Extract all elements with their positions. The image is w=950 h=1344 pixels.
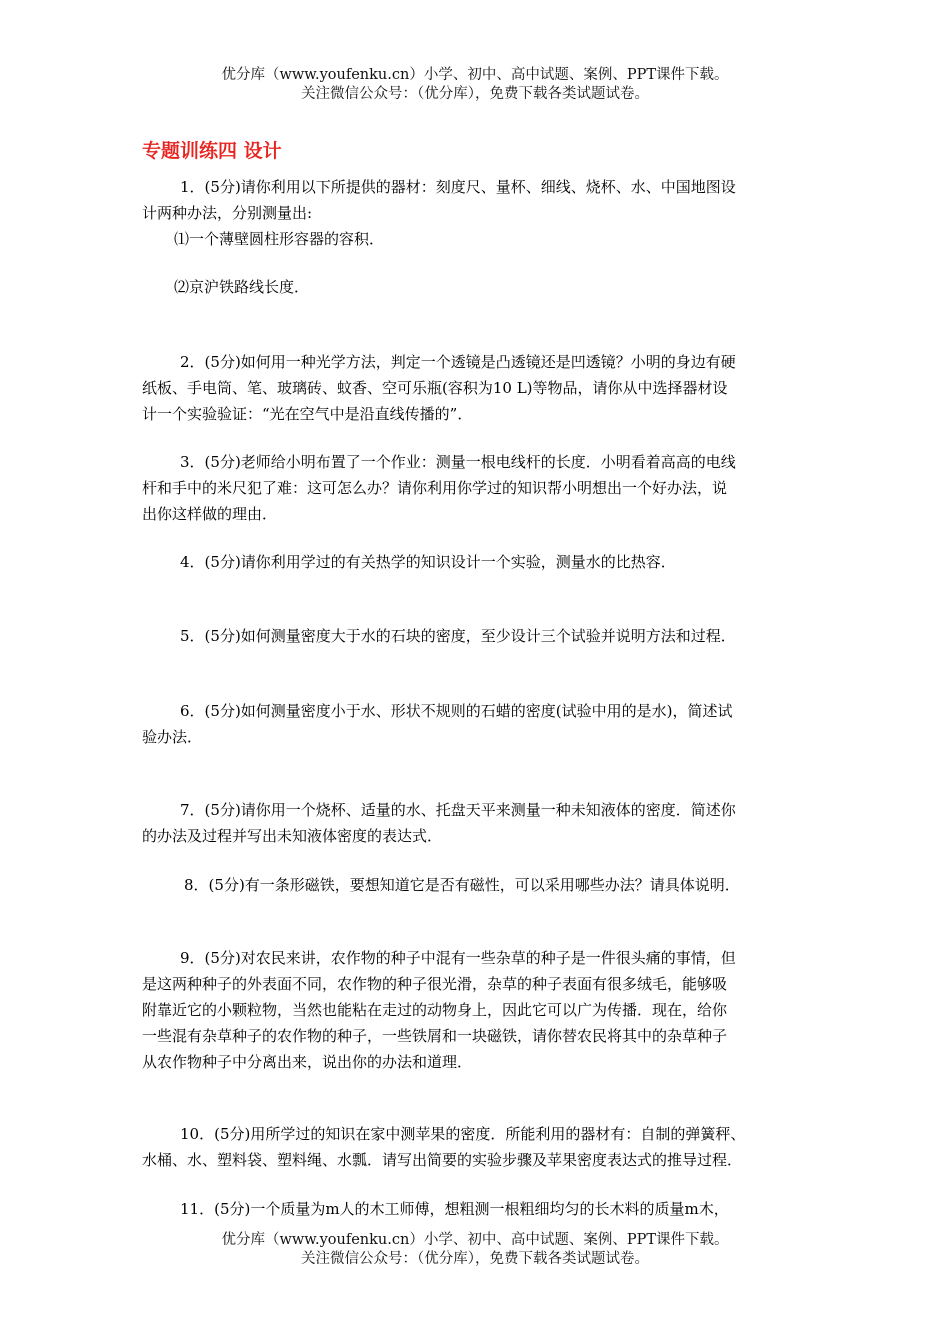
- question-2-line-3: 计一个实验验证：“光在空气中是沿直线传播的”．: [142, 405, 473, 423]
- section-title: 专题训练四 设计: [142, 140, 282, 162]
- question-7-line-1: 7．(5分)请你用一个烧杯、适量的水、托盘天平来测量一种未知液体的密度．简述你: [180, 801, 736, 819]
- question-7-line-2: 的办法及过程并写出未知液体密度的表达式．: [142, 827, 443, 845]
- question-4: [142, 549, 810, 575]
- question-3-line-3: 出你这样做的理由．: [142, 505, 278, 523]
- question-6-line-2: 验办法．: [142, 728, 203, 746]
- question-2-line-1: 2．(5分)如何用一种光学方法，判定一个透镜是凸透镜还是凹透镜？小明的身边有硬: [180, 353, 736, 371]
- question-2: [142, 349, 810, 427]
- question-1-line-1: 1．(5分)请你利用以下所提供的器材：刻度尺、量杯、细线、烧杯、水、中国地图设: [180, 178, 736, 196]
- header-line-2: 关注微信公众号：（优分库），免费下载各类试题试卷。: [301, 86, 649, 102]
- question-5: [142, 623, 810, 649]
- question-9-line-5: 从农作物种子中分离出来，说出你的办法和道理．: [142, 1053, 473, 1071]
- question-8: [142, 872, 810, 898]
- question-5-line-1: 5．(5分)如何测量密度大于水的石块的密度，至少设计三个试验并说明方法和过程．: [180, 627, 736, 645]
- question-10-line-2: 水桶、水、塑料袋、塑料绳、水瓢．请写出简要的实验步骤及苹果密度表达式的推导过程．: [142, 1151, 743, 1169]
- question-9-line-3: 附靠近它的小颗粒物，当然也能粘在走过的动物身上，因此它可以广为传播．现在，给你: [142, 1001, 728, 1019]
- footer-line-1: 优分库（www.youfenku.cn）小学、初中、高中试题、案例、PPT课件下载。: [221, 1232, 729, 1248]
- header-line-1: 优分库（www.youfenku.cn）小学、初中、高中试题、案例、PPT课件下载。: [221, 67, 729, 83]
- question-9: [142, 945, 810, 1075]
- question-1-sub-1: ⑴一个薄壁圆柱形容器的容积．: [174, 230, 385, 248]
- question-10-line-1: 10．(5分)用所学过的知识在家中测苹果的密度．所能利用的器材有：自制的弹簧秤、: [180, 1125, 746, 1143]
- question-9-line-4: 一些混有杂草种子的农作物的种子，一些铁屑和一块磁铁，请你替农民将其中的杂草种子: [142, 1027, 728, 1045]
- question-4-line-1: 4．(5分)请你利用学过的有关热学的知识设计一个实验，测量水的比热容．: [180, 553, 676, 571]
- footer-line-2: 关注微信公众号：（优分库），免费下载各类试题试卷。: [301, 1251, 649, 1267]
- question-3-line-2: 杆和手中的米尺犯了难：这可怎么办？请你利用你学过的知识帮小明想出一个好办法，说: [142, 479, 728, 497]
- question-3-line-1: 3．(5分)老师给小明布置了一个作业：测量一根电线杆的长度．小明看着高高的电线: [180, 453, 736, 471]
- question-10: [142, 1121, 810, 1173]
- question-7: [142, 797, 810, 849]
- question-8-line-1: 8．(5分)有一条形磁铁，要想知道它是否有磁性，可以采用哪些办法？请具体说明．: [184, 876, 740, 894]
- question-3: [142, 449, 810, 527]
- question-1-sub-2-block: [142, 274, 810, 300]
- question-6: [142, 698, 810, 750]
- question-11-line-1: 11．(5分)一个质量为m人的木工师傅，想粗测一根粗细均匀的长木料的质量m木，: [180, 1200, 729, 1218]
- question-9-line-2: 是这两种种子的外表面不同，农作物的种子很光滑，杂草的种子表面有很多绒毛，能够吸: [142, 975, 728, 993]
- question-2-line-2: 纸板、手电筒、笔、玻璃砖、蚊香、空可乐瓶(容积为10 L)等物品，请你从中选择器材设: [142, 379, 728, 397]
- question-1-sub-2: ⑵京沪铁路线长度．: [174, 278, 310, 296]
- page-footer: [0, 1231, 950, 1269]
- page-header: [0, 66, 950, 104]
- question-1-line-2: 计两种办法，分别测量出:: [142, 204, 313, 222]
- question-11: [142, 1196, 810, 1222]
- question-6-line-1: 6．(5分)如何测量密度小于水、形状不规则的石蜡的密度(试验中用的是水)，简述试: [180, 702, 733, 720]
- question-9-line-1: 9．(5分)对农民来讲，农作物的种子中混有一些杂草的种子是一件很头痛的事情，但: [180, 949, 736, 967]
- question-1: [142, 174, 810, 252]
